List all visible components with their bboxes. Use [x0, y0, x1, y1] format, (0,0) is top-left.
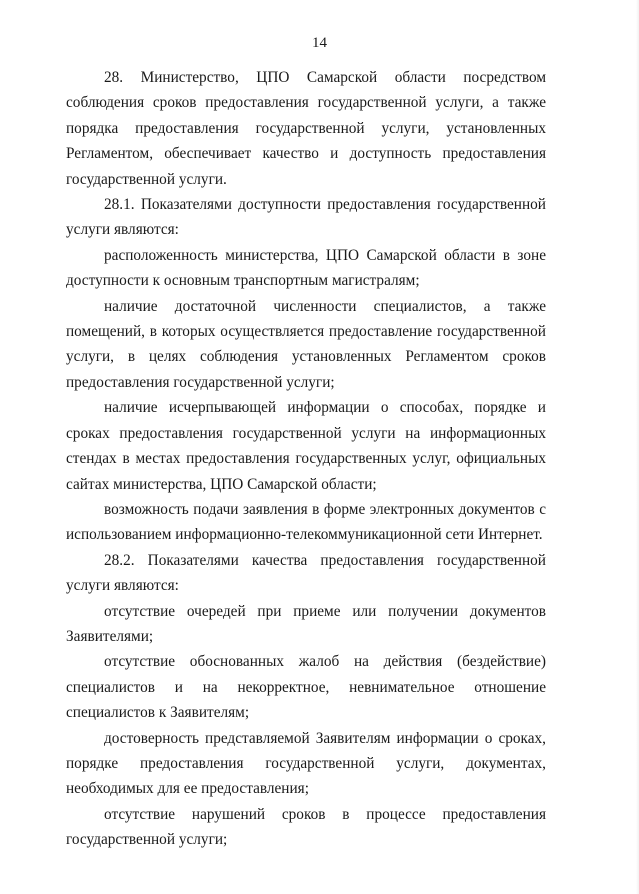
page-number: 14	[312, 35, 327, 51]
paragraph-28-2-item-queues: отсутствие очередей при приеме или получении документов Заявителями;	[66, 602, 546, 645]
paragraph-28-2-item-complaints: отсутствие обоснованных жалоб на действия (бездействие) специалистов и на некорректное, невнимательное отношение специалистов к Заявителям;	[66, 653, 546, 722]
paragraph-28-1-item-electronic: возможность подачи заявления в форме электронных документов с использованием информационно-телекоммуникационной сети Интернет.	[66, 500, 546, 544]
paragraph-28-1-heading: 28.1. Показателями доступности предоставления государственной услуги являются:	[66, 196, 546, 239]
paragraph-28-1-item-staff: наличие достаточной численности специалистов, а также помещений, в которых осуществляется предоставление государственной услуги, в целях соблюдения установленных Регламентом сроков предоставления государственной услуги;	[66, 297, 546, 391]
paragraph-28-2-heading: 28.2. Показателями качества предоставления государственной услуги являются:	[66, 551, 546, 595]
paragraph-28-1-item-information: наличие исчерпывающей информации о способах, порядке и сроках предоставления государственной услуги на информационных стендах в местах предоставления государственных услуг, официальных сайтах министерства, ЦПО Самарской области;	[66, 399, 546, 493]
paragraph-28-2-item-deadlines: отсутствие нарушений сроков в процессе предоставления государственной услуги;	[66, 805, 546, 849]
paragraph-28: 28. Министерство, ЦПО Самарской области посредством соблюдения сроков предоставления государственной услуги, а также порядка предоставления государственной услуги, установленных Регламентом, обеспечивает качество и доступность предоставления государственной услуги.	[66, 69, 546, 188]
document-body	[66, 65, 546, 853]
paragraph-28-2-item-reliability: достоверность представляемой Заявителям информации о сроках, порядке предоставления государственной услуги, документах, необходимых для ее предоставления;	[66, 729, 546, 798]
paragraph-28-1-item-location: расположенность министерства, ЦПО Самарской области в зоне доступности к основным транспортным магистралям;	[66, 246, 546, 290]
